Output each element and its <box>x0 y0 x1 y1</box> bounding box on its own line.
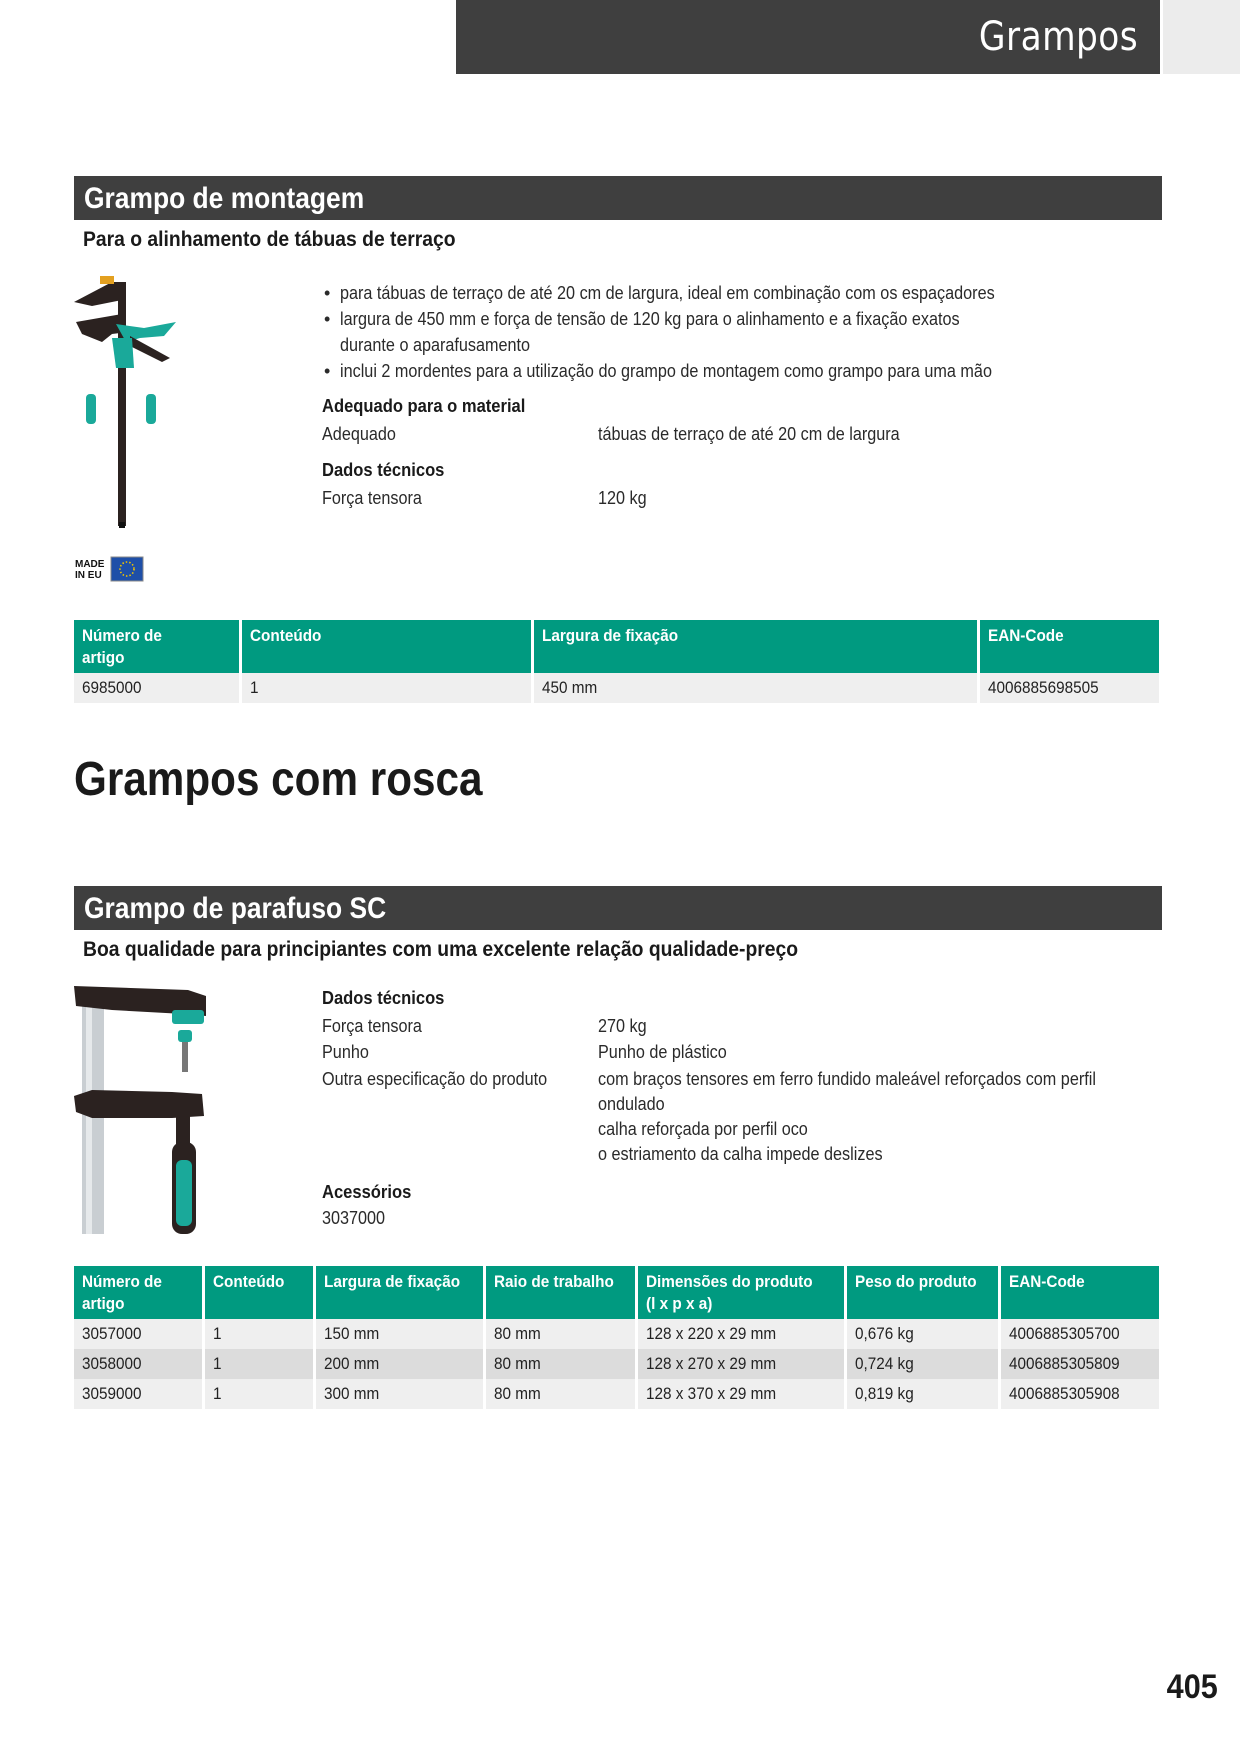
table-row: 6985000 1 450 mm 4006885698505 <box>74 673 1159 703</box>
article-table <box>71 620 1162 703</box>
spec-label: Força tensora <box>322 1016 422 1036</box>
column-header: Largura de fixação <box>534 620 977 673</box>
force-label: Força tensora <box>322 488 422 508</box>
column-header: Conteúdo <box>205 1266 313 1319</box>
spec-value: com braços tensores em ferro fundido maleável reforçados com perfil <box>598 1069 1096 1089</box>
spec-value-continued: o estriamento da calha impede deslizes <box>598 1144 883 1164</box>
spec-value: 270 kg <box>598 1016 647 1036</box>
page-number: 405 <box>1166 1668 1218 1706</box>
material-heading: Adequado para o material <box>322 396 526 416</box>
badge-line2: IN EU <box>75 570 102 581</box>
spec-label: Punho <box>322 1042 369 1062</box>
feature-item: • inclui 2 mordentes para a utilização do grampo de montagem como grampo para uma mão <box>322 358 1122 384</box>
column-header: Número de artigo <box>74 620 239 673</box>
section-subtitle: Boa qualidade para principiantes com uma excelente relação qualidade-preço <box>83 938 799 961</box>
force-value: 120 kg <box>598 488 647 508</box>
feature-item: • largura de 450 mm e força de tensão de 120 kg para o alinhamento e a fixação exatos durante o aparafusamento <box>322 306 1122 358</box>
section-title: Grampo de parafuso SC <box>84 892 387 925</box>
tech-data-heading: Dados técnicos <box>322 460 445 480</box>
accessories-value: 3037000 <box>322 1208 386 1228</box>
table-row: 3058000 1 200 mm 80 mm 128 x 270 x 29 mm 0,724 kg 4006885305809 <box>74 1349 1159 1379</box>
page-header-bar <box>456 0 1160 74</box>
material-label: Adequado <box>322 424 396 444</box>
material-value: tábuas de terraço de até 20 cm de largura <box>598 424 900 444</box>
column-header: Peso do produto <box>847 1266 998 1319</box>
column-header: EAN-Code <box>980 620 1159 673</box>
spec-value-continued: ondulado <box>598 1094 665 1114</box>
made-in-eu-badge <box>74 556 144 582</box>
accessories-heading: Acessórios <box>322 1182 412 1202</box>
section-title-bar <box>74 176 1162 220</box>
table-row: 3059000 1 300 mm 80 mm 128 x 370 x 29 mm 0,819 kg 4006885305908 <box>74 1379 1159 1409</box>
section-title: Grampo de montagem <box>84 182 365 215</box>
column-header: Dimensões do produto (l x p x a) <box>638 1266 844 1319</box>
column-header: Número de artigo <box>74 1266 202 1319</box>
screw-clamp-image <box>72 984 222 1236</box>
article-table <box>71 1266 1162 1409</box>
table-row: 3057000 1 150 mm 80 mm 128 x 220 x 29 mm 0,676 kg 4006885305700 <box>74 1319 1159 1349</box>
column-header: Raio de trabalho <box>486 1266 635 1319</box>
page-header-side-tab <box>1163 0 1240 74</box>
section-subtitle: Para o alinhamento de tábuas de terraço <box>83 228 456 251</box>
feature-list <box>322 280 1122 384</box>
column-header: Largura de fixação <box>316 1266 483 1319</box>
spec-label: Outra especificação do produto <box>322 1069 548 1089</box>
spec-value: Punho de plástico <box>598 1042 727 1062</box>
column-header: EAN-Code <box>1001 1266 1159 1319</box>
spec-value-continued: calha reforçada por perfil oco <box>598 1119 808 1139</box>
page-header-title: Grampos <box>978 14 1138 60</box>
badge-line1: MADE <box>75 559 105 570</box>
tech-data-heading: Dados técnicos <box>322 988 445 1008</box>
section-title-bar <box>74 886 1162 930</box>
category-heading: Grampos com rosca <box>74 753 483 806</box>
column-header: Conteúdo <box>242 620 532 673</box>
assembly-clamp-image <box>72 272 184 530</box>
feature-item: • para tábuas de terraço de até 20 cm de largura, ideal em combinação com os espaçadores <box>322 280 1122 306</box>
